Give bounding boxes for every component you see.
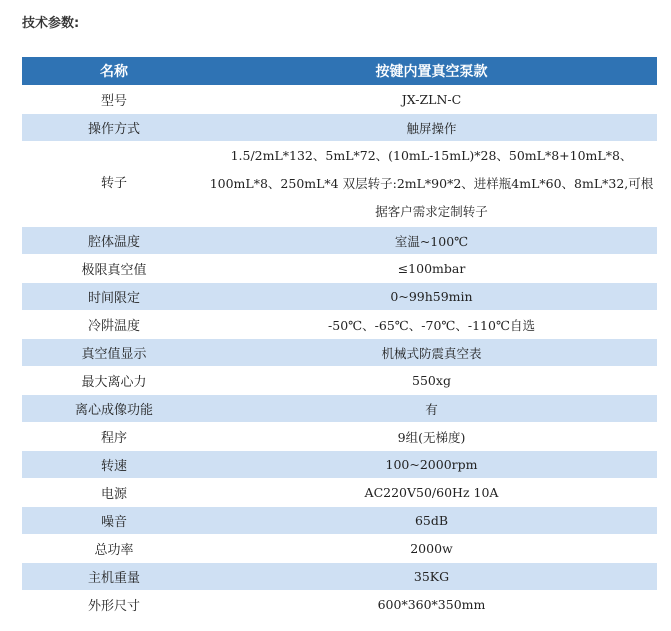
table-row bbox=[22, 283, 657, 311]
row-label: 时间限定 bbox=[22, 283, 206, 311]
table-row bbox=[22, 255, 657, 283]
row-label: 最大离心力 bbox=[22, 367, 206, 395]
row-value: -50℃、-65℃、-70℃、-110℃自选 bbox=[206, 311, 657, 339]
table-row bbox=[22, 339, 657, 367]
table-row bbox=[22, 535, 657, 563]
row-label: 型号 bbox=[22, 86, 206, 114]
row-label: 外形尺寸 bbox=[22, 591, 206, 619]
row-value: ≤100mbar bbox=[206, 255, 657, 283]
table-row bbox=[22, 114, 657, 142]
table-row bbox=[22, 311, 657, 339]
table-row bbox=[22, 423, 657, 451]
section-title: 技术参数: bbox=[22, 16, 80, 31]
row-label: 真空值显示 bbox=[22, 339, 206, 367]
row-label: 总功率 bbox=[22, 535, 206, 563]
table-row bbox=[22, 591, 657, 619]
row-label: 转子 bbox=[22, 142, 206, 227]
row-label: 腔体温度 bbox=[22, 227, 206, 255]
row-value: 9组(无梯度) bbox=[206, 423, 657, 451]
row-label: 操作方式 bbox=[22, 114, 206, 142]
row-value: 有 bbox=[206, 395, 657, 423]
row-label: 电源 bbox=[22, 479, 206, 507]
row-value: 1.5/2mL*132、5mL*72、(10mL-15mL)*28、50mL*8+10mL*8、100mL*8、250mL*4 双层转子:2mL*90*2、进样瓶4mL*60、8mL*32,可根据客户需求定制转子 bbox=[206, 142, 657, 227]
row-label: 冷阱温度 bbox=[22, 311, 206, 339]
row-label: 极限真空值 bbox=[22, 255, 206, 283]
row-value: JX-ZLN-C bbox=[206, 86, 657, 114]
row-value: 室温~100℃ bbox=[206, 227, 657, 255]
table-row bbox=[22, 142, 657, 227]
spec-table bbox=[22, 57, 657, 619]
header-name: 名称 bbox=[22, 57, 206, 86]
row-value: 0~99h59min bbox=[206, 283, 657, 311]
row-value: 550xg bbox=[206, 367, 657, 395]
table-body bbox=[22, 86, 657, 619]
row-value: 触屏操作 bbox=[206, 114, 657, 142]
row-value: 机械式防震真空表 bbox=[206, 339, 657, 367]
table-row bbox=[22, 227, 657, 255]
row-value: 65dB bbox=[206, 507, 657, 535]
table-row bbox=[22, 563, 657, 591]
row-value: 35KG bbox=[206, 563, 657, 591]
row-value: 100~2000rpm bbox=[206, 451, 657, 479]
row-value: 2000w bbox=[206, 535, 657, 563]
row-value: 600*360*350mm bbox=[206, 591, 657, 619]
table-row bbox=[22, 451, 657, 479]
table-header-row bbox=[22, 57, 657, 86]
table-row bbox=[22, 395, 657, 423]
row-label: 离心成像功能 bbox=[22, 395, 206, 423]
header-model: 按键内置真空泵款 bbox=[206, 57, 657, 86]
row-label: 转速 bbox=[22, 451, 206, 479]
row-value: AC220V50/60Hz 10A bbox=[206, 479, 657, 507]
row-label: 噪音 bbox=[22, 507, 206, 535]
row-label: 主机重量 bbox=[22, 563, 206, 591]
table-row bbox=[22, 507, 657, 535]
table-row bbox=[22, 86, 657, 114]
table-row bbox=[22, 367, 657, 395]
table-row bbox=[22, 479, 657, 507]
row-label: 程序 bbox=[22, 423, 206, 451]
